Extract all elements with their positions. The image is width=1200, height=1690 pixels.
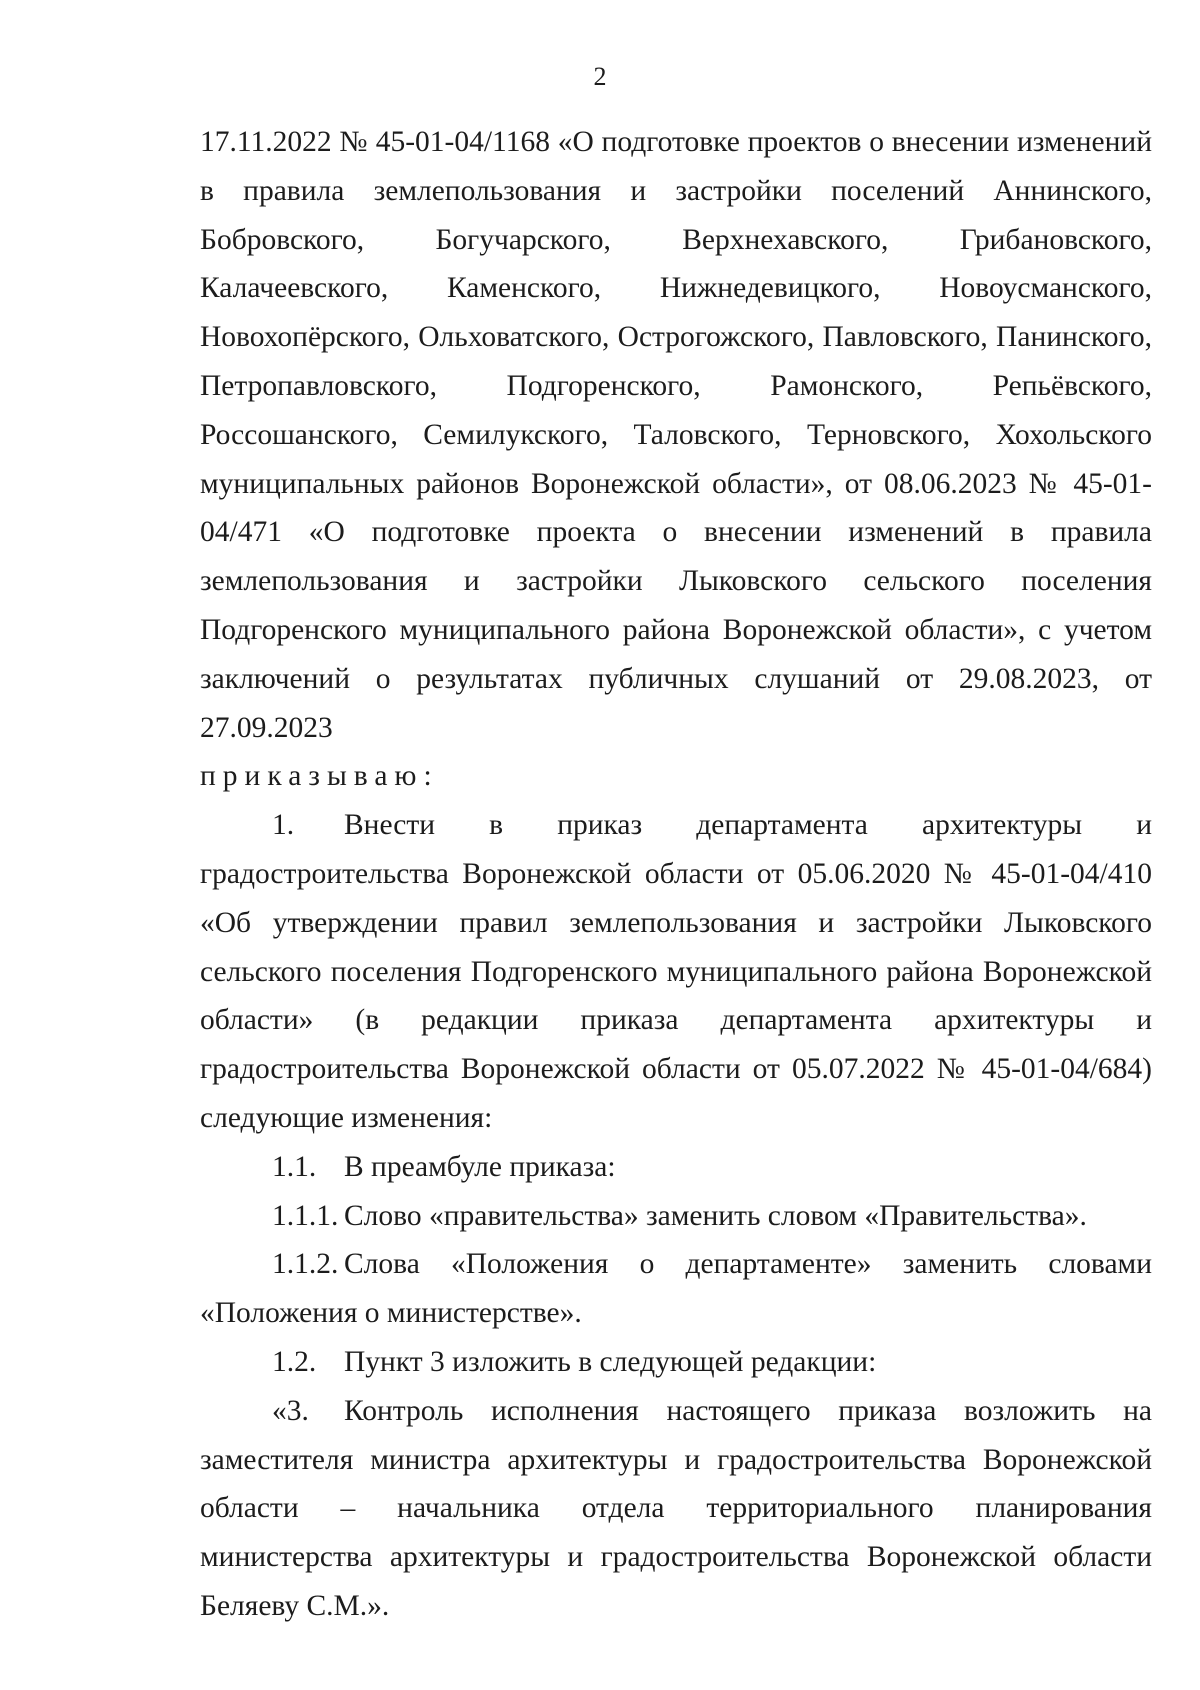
item-1-2-number: 1.2. — [272, 1345, 317, 1378]
preamble-paragraph: 17.11.2022 № 45-01-04/1168 «О подготовке проектов о внесении изменений в правила землепользования и застройки поселений Аннинского, Бобровского, Богучарского, Верхнехавского, Грибановского, Калачеевского, Каменского, Нижнедевицкого, Новоусманского, Новохопёрского, Ольховатского, Острогожского, Павловского, Панинского, Петропавловского, Подгоренского, Рамонского, Репьёвского, Россошанского, Семилукского, Таловского, Терновского, Хохольского муниципальных районов Воронежской области», от 08.06.2023 № 45-01-04/471 «О подготовке проекта о внесении изменений в правила землепользования и застройки Лыковского сельского поселения Подгоренского муниципального района Воронежской области», с учетом заключений о результатах публичных слушаний от 29.08.2023, от 27.09.2023 — [200, 126, 1152, 744]
item-1-2-paragraph — [200, 1338, 1152, 1387]
item-1-1-2-text: Слова «Положения о департаменте» заменить словами «Положения о министерстве». — [200, 1248, 1152, 1330]
item-1-text: Внести в приказ департамента архитектуры и градостроительства Воронежской области от 05.06.2020 № 45-01-04/410 «Об утверждении правил землепользования и застройки Лыковского сельского поселения Подгоренского муниципального района Воронежской области» (в редакции приказа департамента архитектуры и градостроительства Воронежской области от 05.07.2022 № 45-01-04/684) следующие изменения: — [200, 809, 1152, 1134]
item-1-1-2-paragraph — [200, 1240, 1152, 1338]
page-number: 2 — [593, 62, 607, 91]
item-1-1-1-text: Слово «правительства» заменить словом «Правительства». — [344, 1199, 1087, 1232]
document-body — [200, 118, 1152, 1631]
item-1-1-number: 1.1. — [272, 1150, 317, 1183]
order-word-text: приказываю: — [200, 760, 439, 793]
item-1-1-2-number: 1.1.2. — [272, 1248, 339, 1281]
item-1-1-text: В преамбуле приказа: — [344, 1150, 616, 1183]
order-word — [200, 752, 1152, 801]
quoted-item-3-number: «3. — [272, 1394, 309, 1427]
item-1-2-text: Пункт 3 изложить в следующей редакции: — [344, 1345, 877, 1378]
item-1-number: 1. — [272, 809, 295, 842]
item-1-paragraph — [200, 801, 1152, 1143]
item-1-1-paragraph — [200, 1143, 1152, 1192]
item-1-1-1-paragraph — [200, 1192, 1152, 1241]
quoted-item-3-paragraph — [200, 1387, 1152, 1631]
quoted-item-3-text: Контроль исполнения настоящего приказа возложить на заместителя министра архитектуры и градостроительства Воронежской области – начальника отдела территориального планирования министерства архитектуры и градостроительства Воронежской области Беляеву С.М.». — [200, 1394, 1152, 1622]
item-1-1-1-number: 1.1.1. — [272, 1199, 339, 1232]
